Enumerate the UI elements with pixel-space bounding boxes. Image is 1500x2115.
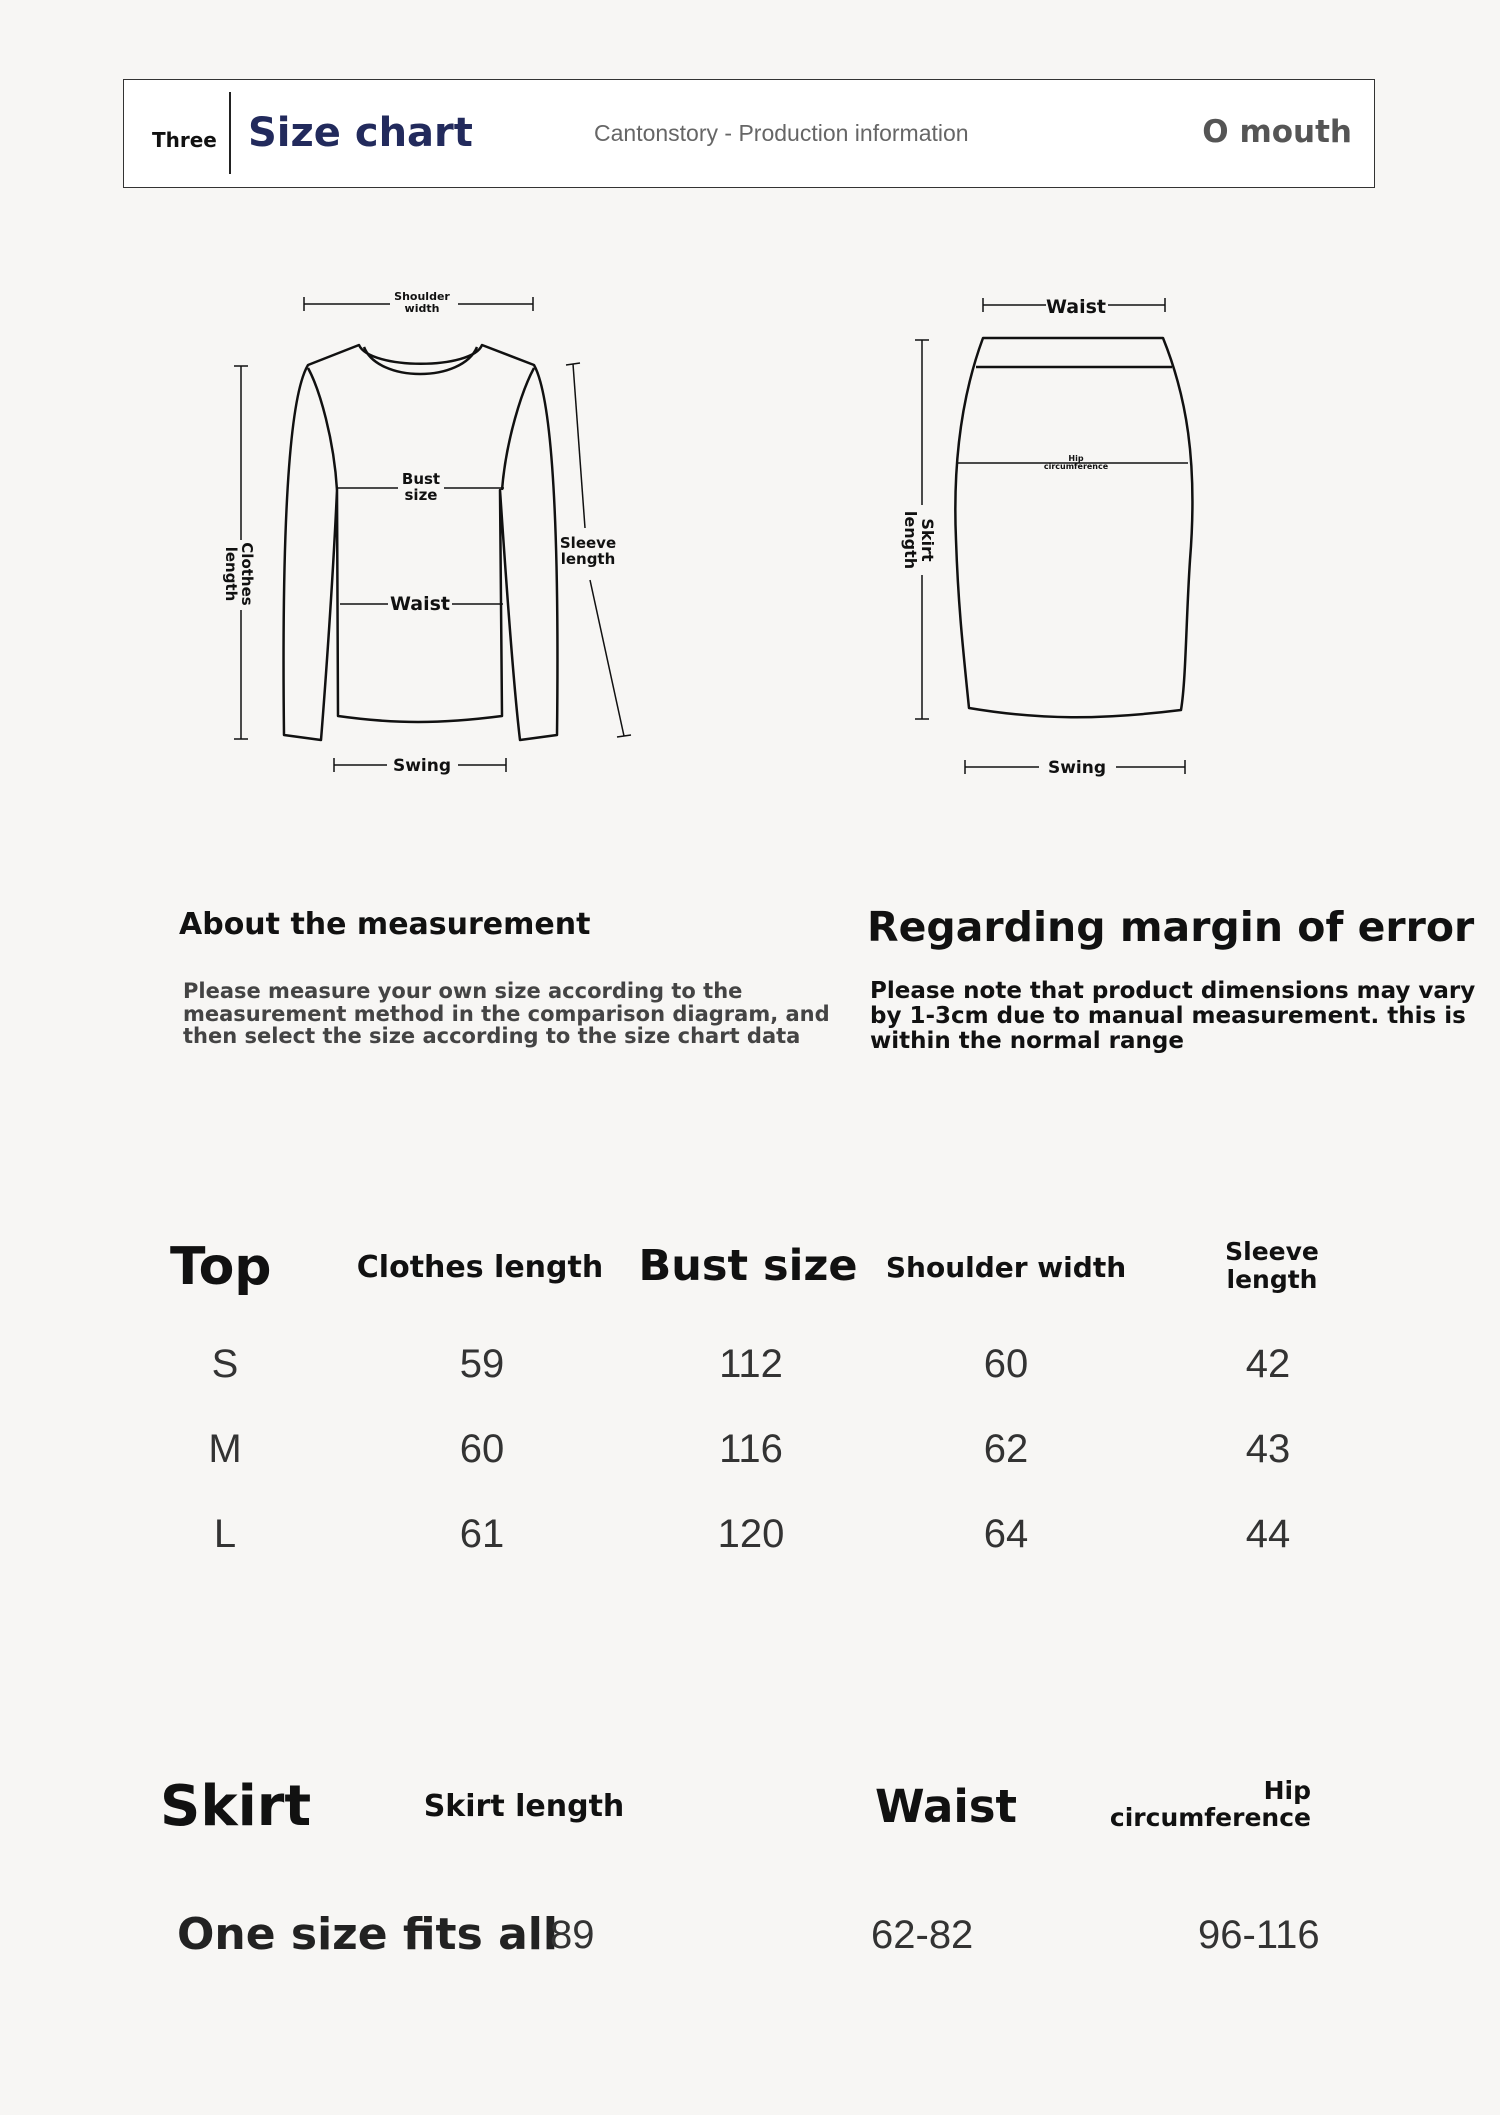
shoulder-width-cell: 60 [983, 1342, 1029, 1386]
hip-circumference-cell: 96-116 [1198, 1913, 1320, 1957]
measurement-note-title: About the measurement [179, 907, 591, 942]
top-table-title: Top [170, 1237, 272, 1297]
label-sleeve-length-2: length [560, 550, 616, 568]
size-cell: M [208, 1427, 242, 1471]
size-cell: S [211, 1342, 239, 1386]
header-bar [123, 79, 1375, 188]
label-hip-circumference-2: circumference [1043, 462, 1109, 471]
label-bust-size-1: Bust [401, 470, 441, 488]
measurement-diagram [200, 270, 1200, 800]
bust-size-cell: 112 [719, 1342, 783, 1386]
top-garment-drawing [284, 345, 558, 740]
clothes-length-cell: 60 [459, 1427, 505, 1471]
header-skirt-length: Skirt length [423, 1789, 625, 1824]
skirt-table-title: Skirt [160, 1774, 312, 1839]
label-shoulder-width-2: width [404, 302, 440, 315]
label-waist-skirt: Waist [1045, 296, 1107, 318]
page-title: Size chart [248, 110, 473, 156]
skirt-length-cell: 89 [550, 1913, 595, 1957]
label-shoulder-width-1: Shoulder [394, 290, 450, 303]
skirt-drawing [955, 338, 1192, 717]
header-hip-circumference-line: Hip [1263, 1776, 1311, 1805]
error-note-line: Please note that product dimensions may vary [870, 978, 1476, 1004]
size-cell: L [213, 1512, 237, 1556]
header-shoulder-width: Shoulder width [885, 1251, 1127, 1284]
header-hip-circumference [1110, 1777, 1311, 1831]
label-swing-skirt: Swing [1047, 758, 1107, 778]
label-clothes-length-1: Clothes [238, 542, 256, 606]
size-cell: One size fits all [177, 1909, 558, 1960]
measurement-note-text [183, 980, 830, 1048]
header-clothes-length: Clothes length [356, 1250, 604, 1285]
header-sleeve-length-line: length [1226, 1264, 1318, 1294]
clothes-length-cell: 61 [459, 1512, 505, 1556]
label-skirt-length-1: Skirt [918, 518, 937, 562]
error-note-line: within the normal range [870, 1027, 1184, 1054]
measurement-note-line: Please measure your own size according to the [183, 979, 743, 1003]
header-waist: Waist [874, 1780, 1018, 1833]
sleeve-length-cell: 44 [1245, 1512, 1291, 1556]
error-note-text [870, 979, 1475, 1053]
label-clothes-length-2: length [222, 546, 240, 602]
header-hip-circumference-line: circumference [1109, 1803, 1311, 1832]
sleeve-length-cell: 43 [1245, 1427, 1291, 1471]
error-note-line: by 1-3cm due to manual measurement. this is [870, 1002, 1466, 1029]
error-note-title: Regarding margin of error [867, 903, 1475, 951]
measurement-note-line: then select the size according to the size chart data [183, 1024, 801, 1049]
header-sleeve-length-line: Sleeve [1225, 1237, 1319, 1266]
shoulder-width-cell: 64 [983, 1512, 1029, 1556]
clothes-length-cell: 59 [459, 1342, 505, 1386]
measurement-note-line: measurement method in the comparison diagram, and [183, 1001, 830, 1026]
header-divider [229, 92, 231, 174]
shoulder-width-cell: 62 [983, 1427, 1029, 1471]
label-bust-size-2: size [404, 486, 438, 504]
bust-size-cell: 116 [719, 1427, 783, 1471]
section-number: Three [152, 128, 217, 152]
label-sleeve-length-1: Sleeve [559, 534, 617, 552]
header-right-text: O mouth [1202, 114, 1352, 150]
header-bust-size: Bust size [638, 1241, 858, 1291]
waist-cell: 62-82 [871, 1913, 974, 1957]
header-subtitle: Cantonstory - Production information [594, 120, 969, 146]
label-swing-top: Swing [392, 756, 452, 776]
label-hip-circumference-1: Hip [1068, 454, 1084, 463]
label-skirt-length-2: length [901, 510, 920, 570]
header-sleeve-length [1225, 1238, 1319, 1293]
sleeve-length-cell: 42 [1245, 1342, 1291, 1386]
bust-size-cell: 120 [717, 1512, 785, 1556]
label-waist-top: Waist [389, 593, 451, 615]
